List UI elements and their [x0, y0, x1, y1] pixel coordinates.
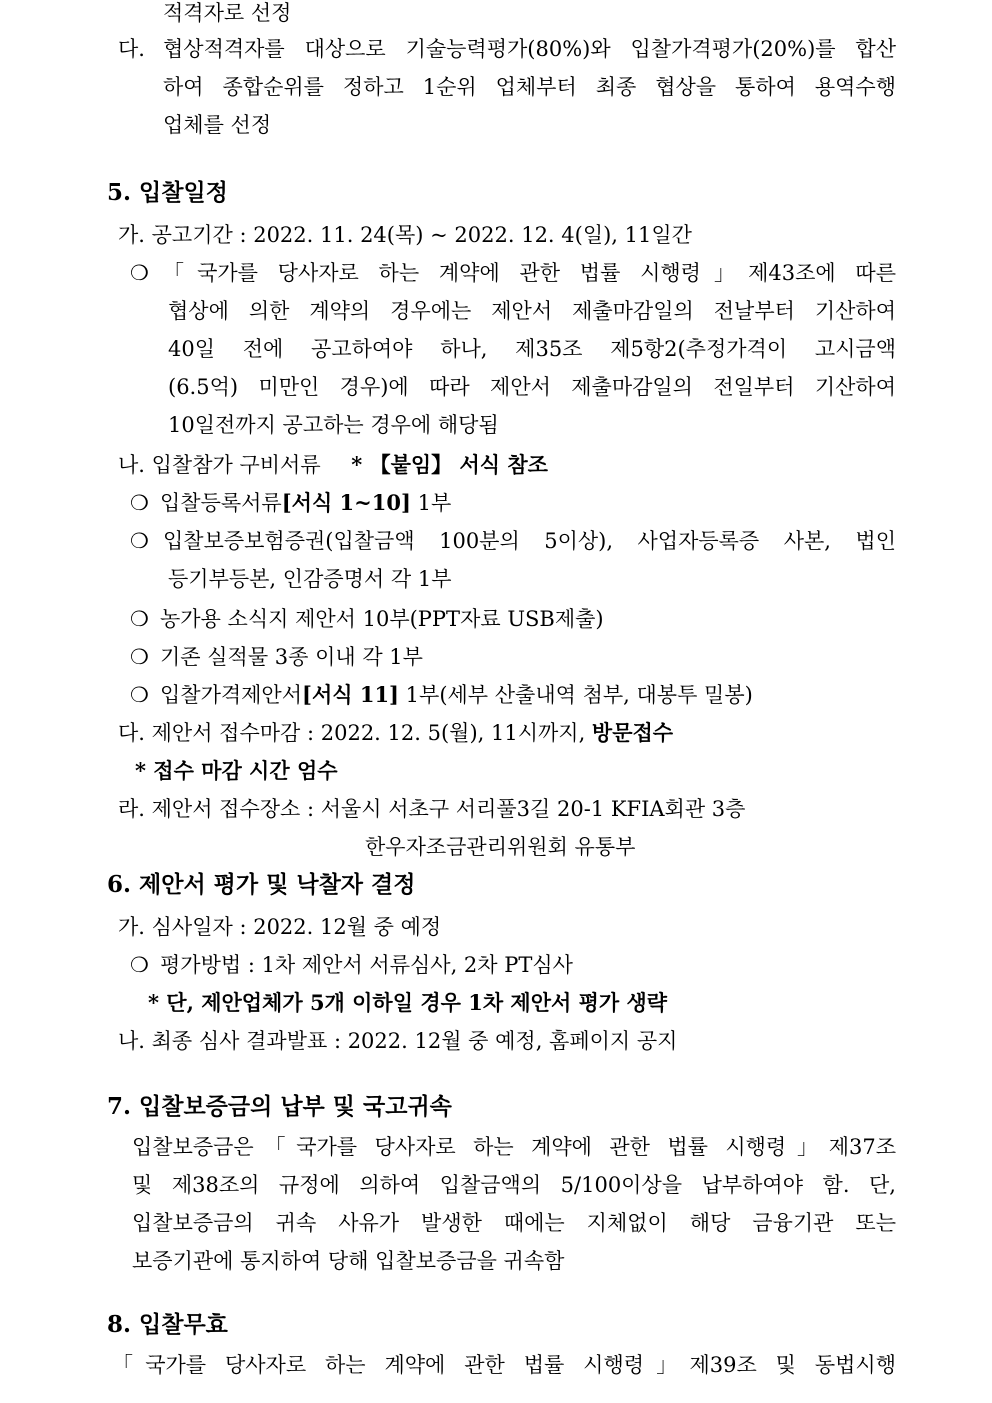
text-line	[118, 450, 548, 480]
text-line: 가. 심사일자 : 2022. 12월 중 예정	[118, 915, 442, 939]
list-label: 나. 입찰참가 구비서류	[118, 453, 321, 477]
text-line: 한우자조금관리위원회 유통부	[365, 835, 636, 859]
list-item: ❍ 평가방법 : 1차 제안서 서류심사, 2차 PT심사	[130, 950, 573, 980]
list-item: ❍ 농가용 소식지 제안서 10부(PPT자료 USB제출)	[130, 604, 604, 634]
text-line: 협상적격자를 대상으로 기술능력평가(80%)와 입찰가격평가(20%)를 합산	[163, 37, 896, 61]
text-line: 및 제38조의 규정에 의하여 입찰금액의 5/100이상을 납부하여야 함. 단,	[132, 1173, 896, 1197]
text-line: 다. 제안서 접수마감 : 2022. 12. 5(월), 11시까지, 방문접수	[118, 720, 674, 745]
text-line: 입찰보증금의 귀속 사유가 발생한 때에는 지체없이 해당 금융기관 또는	[132, 1211, 896, 1235]
bullet-icon: ❍	[130, 491, 149, 515]
list-item: ❍ 입찰가격제안서[서식 11] 1부(세부 산출내역 첨부, 대봉투 밀봉)	[130, 680, 753, 710]
note-text: * 【붙임】 서식 참조	[351, 452, 548, 477]
text-line: 입찰보증금은「국가를 당사자로 하는 계약에 관한 법률 시행령」제37조	[132, 1135, 896, 1159]
text-line: 협상에 의한 계약의 경우에는 제안서 제출마감일의 전날부터 기산하여	[168, 299, 896, 323]
bullet-icon: ❍	[130, 953, 149, 977]
bullet-icon: ❍	[130, 607, 149, 631]
text-line: 하여 종합순위를 정하고 1순위 업체부터 최종 협상을 통하여 용역수행	[163, 75, 896, 99]
bullet-icon: ❍	[130, 529, 149, 553]
list-item: ❍ 기존 실적물 3종 이내 각 1부	[130, 642, 423, 672]
text-line: 40일 전에 공고하여야 하나, 제35조 제5항2(추정가격이 고시금액	[168, 337, 896, 361]
list-marker: 다.	[118, 37, 145, 61]
text-line: 「국가를 당사자로 하는 계약에 관한 법률 시행령」제39조 및 동법시행	[112, 1353, 896, 1377]
section-heading: 8. 입찰무효	[107, 1311, 228, 1338]
text-line: 입찰보증보험증권(입찰금액 100분의 5이상), 사업자등록증 사본, 법인	[163, 529, 896, 553]
text-line: 가. 공고기간 : 2022. 11. 24(목) ~ 2022. 12. 4(일), 11일간	[118, 223, 692, 247]
text-line: 업체를 선정	[163, 113, 272, 137]
text-line: 「국가를 당사자로 하는 계약에 관한 법률 시행령」제43조에 따른	[163, 261, 896, 285]
note-text: * 단, 제안업체가 5개 이하일 경우 1차 제안서 평가 생략	[148, 990, 668, 1015]
text-line: 10일전까지 공고하는 경우에 해당됨	[168, 413, 499, 437]
text-line: 나. 최종 심사 결과발표 : 2022. 12월 중 예정, 홈페이지 공지	[118, 1029, 678, 1053]
section-heading: 6. 제안서 평가 및 낙찰자 결정	[107, 871, 416, 898]
text-line: 보증기관에 통지하여 당해 입찰보증금을 귀속함	[132, 1249, 565, 1273]
bullet-icon: ❍	[130, 645, 149, 669]
list-item: ❍ 입찰등록서류[서식 1~10] 1부	[130, 488, 451, 518]
text-line: 라. 제안서 접수장소 : 서울시 서초구 서리풀3길 20-1 KFIA회관 3층	[118, 797, 746, 821]
note-text: * 접수 마감 시간 엄수	[135, 758, 338, 783]
text-line: 등기부등본, 인감증명서 각 1부	[168, 567, 452, 591]
section-heading: 5. 입찰일정	[107, 179, 228, 206]
bullet-icon: ❍	[130, 683, 149, 707]
text-line: (6.5억) 미만인 경우)에 따라 제안서 제출마감일의 전일부터 기산하여	[168, 375, 896, 399]
text-line: 적격자로 선정	[163, 1, 292, 25]
section-heading: 7. 입찰보증금의 납부 및 국고귀속	[107, 1093, 452, 1120]
bullet-icon: ❍	[130, 261, 149, 285]
